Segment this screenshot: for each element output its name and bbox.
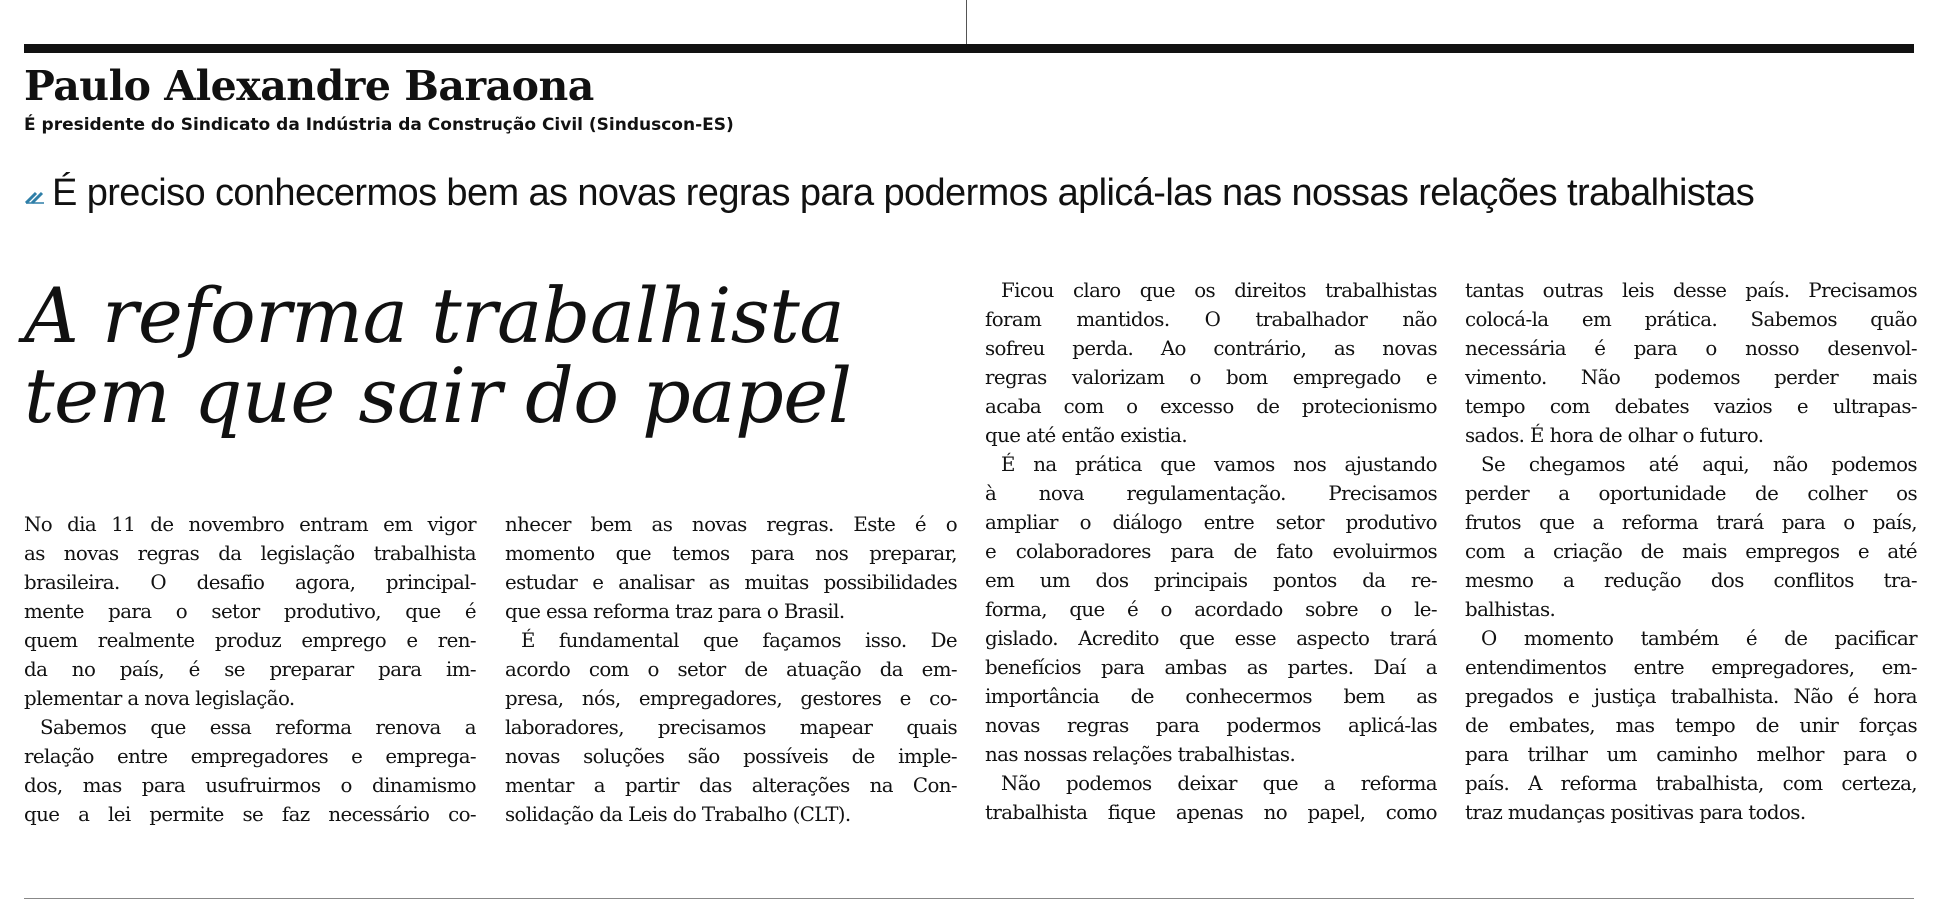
article-line: ampliar o diálogo entre setor produtivo [985, 511, 1437, 534]
article-line: vimento. Não podemos perder mais [1465, 366, 1917, 389]
article-line: forma, que é o acordado sobre o le- [985, 598, 1437, 621]
article-line: tempo com debates vazios e ultrapas- [1465, 395, 1917, 418]
article-line: país. A reforma trabalhista, com certeza, [1465, 772, 1917, 795]
article-line: momento que temos para nos preparar, [505, 542, 957, 565]
article-line: acaba com o excesso de protecionismo [985, 395, 1437, 418]
article-column-4 [1465, 276, 1917, 827]
article-column-2 [505, 510, 957, 829]
article-line: em um dos principais pontos da re- [985, 569, 1437, 592]
article-line: Sabemos que essa reforma renova a [40, 716, 476, 739]
article-column-3 [985, 276, 1437, 827]
author-name: Paulo Alexandre Baraona [24, 62, 594, 110]
article-line: mesmo a redução dos conflitos tra- [1465, 569, 1917, 592]
article-column-1 [24, 510, 476, 829]
article-line: importância de conhecermos bem as [985, 685, 1437, 708]
article-line: perder a oportunidade de colher os [1465, 482, 1917, 505]
article-line: benefícios para ambas as partes. Daí a [985, 656, 1437, 679]
article-line: nas nossas relações trabalhistas. [985, 743, 1296, 766]
article-line: balhistas. [1465, 598, 1556, 621]
article-line: para trilhar um caminho melhor para o [1465, 743, 1917, 766]
article-line: entendimentos entre empregadores, em- [1465, 656, 1917, 679]
article-line: relação entre empregadores e emprega- [24, 745, 476, 768]
headline-line-1: A reforma trabalhista [24, 271, 845, 360]
pull-quote: É preciso conhecermos bem as novas regras para podermos aplicá-las nas nossas relações trabalhistas [52, 172, 1755, 214]
article-line: O momento também é de pacificar [1481, 627, 1917, 650]
article-line: Ficou claro que os direitos trabalhistas [1001, 279, 1437, 302]
article-line: que até então existia. [985, 424, 1188, 447]
article-line: frutos que a reforma trará para o país, [1465, 511, 1917, 534]
article-line: quem realmente produz emprego e ren- [24, 629, 476, 652]
article-line: que a lei permite se faz necessário co- [24, 803, 476, 826]
headline-line-2: tem que sair do papel [24, 351, 852, 440]
article-line: com a criação de mais empregos e até [1465, 540, 1917, 563]
article-line: novas soluções são possíveis de imple- [505, 745, 957, 768]
article-line: que essa reforma traz para o Brasil. [505, 600, 845, 623]
article-line: à nova regulamentação. Precisamos [985, 482, 1437, 505]
top-rule [24, 44, 1914, 53]
article-line: colocá-la em prática. Sabemos quão [1465, 308, 1917, 331]
article-line: presa, nós, empregadores, gestores e co- [505, 687, 957, 710]
article-line: Se chegamos até aqui, não podemos [1481, 453, 1917, 476]
article-line: mente para o setor produtivo, que é [24, 600, 476, 623]
article-line: nhecer bem as novas regras. Este é o [505, 513, 957, 536]
article-line: traz mudanças positivas para todos. [1465, 801, 1806, 824]
article-line: sofreu perda. Ao contrário, as novas [985, 337, 1437, 360]
article-line: e colaboradores para de fato evoluirmos [985, 540, 1437, 563]
article-line: trabalhista fique apenas no papel, como [985, 801, 1437, 824]
top-divider-tick [966, 0, 967, 44]
article-line: regras valorizam o bom empregado e [985, 366, 1437, 389]
article-line: É fundamental que façamos isso. De [521, 629, 957, 652]
article-line: acordo com o setor de atuação da em- [505, 658, 957, 681]
article-line: dos, mas para usufruirmos o dinamismo [24, 774, 476, 797]
article-line: estudar e analisar as muitas possibilidades [505, 571, 957, 594]
headline [24, 271, 852, 440]
article-line: Não podemos deixar que a reforma [1001, 772, 1437, 795]
article-line: É na prática que vamos nos ajustando [1001, 453, 1437, 476]
article-line: novas regras para podermos aplicá-las [985, 714, 1437, 737]
article-line: sados. É hora de olhar o futuro. [1465, 424, 1764, 447]
article-line: as novas regras da legislação trabalhista [24, 542, 476, 565]
article-line: foram mantidos. O trabalhador não [985, 308, 1437, 331]
article-line: pregados e justiça trabalhista. Não é hora [1465, 685, 1917, 708]
article-line: mentar a partir das alterações na Con- [505, 774, 957, 797]
article-line: plementar a nova legislação. [24, 687, 295, 710]
article-line: necessária é para o nosso desenvol- [1465, 337, 1917, 360]
article-line: solidação da Leis do Trabalho (CLT). [505, 803, 851, 826]
article-line: gislado. Acredito que esse aspecto trará [985, 627, 1437, 650]
article-line: laboradores, precisamos mapear quais [505, 716, 957, 739]
article-line: brasileira. O desafio agora, principal- [24, 571, 476, 594]
quote-mark-icon [24, 183, 46, 205]
author-role: É presidente do Sindicato da Indústria da Construção Civil (Sinduscon-ES) [24, 115, 734, 135]
article-line: No dia 11 de novembro entram em vigor [24, 513, 476, 536]
article-line: da no país, é se preparar para im- [24, 658, 476, 681]
article-line: tantas outras leis desse país. Precisamos [1465, 279, 1917, 302]
article-line: de embates, mas tempo de unir forças [1465, 714, 1917, 737]
